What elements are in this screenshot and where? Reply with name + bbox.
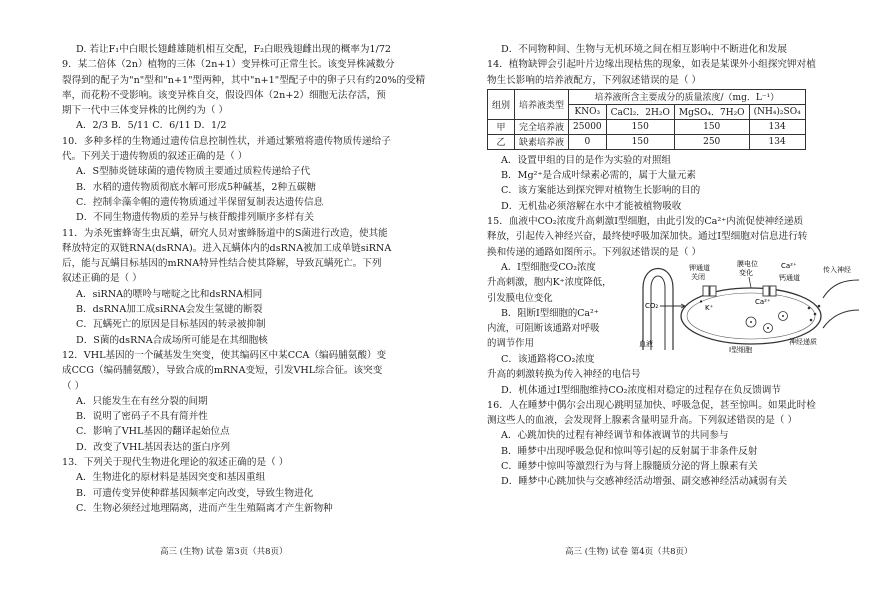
figure-side-text: A．Ⅰ型细胞受CO₂浓度 — [501, 261, 596, 273]
table-header-concentration: 培养液所含主要成分的质量浓度/（mg．L⁻¹） — [569, 89, 806, 104]
question15-options-ab — [487, 260, 635, 352]
right-top-text — [487, 42, 856, 88]
answer-option: B．Mg²⁺是合成叶绿素必需的，属于大量元素 — [501, 170, 697, 182]
table-header-kno3: KNO₃ — [569, 104, 607, 119]
answer-option: D．睡梦中心跳加快与交感神经活动增强、副交感神经活动减弱有关 — [501, 476, 787, 488]
answer-option: D．机体通过Ⅰ型细胞维持CO₂浓度相对稳定的过程存在负反馈调节 — [501, 384, 781, 396]
question-line: 后，能与瓦螨目标基因的mRNA特异性结合使其降解，导致瓦螨死亡。下列 — [62, 258, 382, 270]
blood-label: 血液 — [639, 339, 653, 348]
figure-side-text: 内流，可阻断该通路对呼吸 — [487, 323, 600, 335]
answer-option: D．不同生物遗传物质的差异与核苷酸排列顺序多样有关 — [76, 212, 314, 224]
answer-option: B．睡梦中出现呼吸急促和惊叫等引起的反射属于非条件反射 — [501, 445, 758, 457]
answer-option: C．该方案能达到探究钾对植物生长影响的目的 — [501, 185, 701, 197]
question-line: 物生长影响的培养液配方，下列叙述错误的是（ ） — [487, 74, 702, 86]
answer-option: A．设置甲组的目的是作为实验的对照组 — [501, 154, 672, 166]
blood-vessel-inner — [651, 276, 665, 350]
table-row — [488, 134, 806, 149]
potassium-channel-icon — [703, 286, 709, 296]
figure-side-text: 的调节作用 — [487, 338, 534, 350]
type1-cell-diagram — [633, 258, 861, 354]
afferent-nerve-outline — [823, 280, 859, 328]
figure-side-text: 引发膜电位变化 — [487, 292, 553, 304]
k-ion-label: K⁺ — [705, 303, 714, 312]
answer-option: A．S型肺炎链球菌的遗传物质主要通过质粒传递给子代 — [76, 166, 311, 178]
answer-option: A．心跳加快的过程有神经调节和体液调节的共同参与 — [501, 430, 729, 442]
answer-option: A．siRNA的嘌呤与嘧啶之比和dsRNA相同 — [76, 288, 263, 300]
calcium-channel-icon — [763, 286, 769, 296]
right-mid-text — [487, 153, 856, 260]
question-line: 成CCG（编码脯氨酸），导致合成的mRNA变短，引发VHL综合征。该突变 — [62, 365, 383, 377]
table-header-cacl2: CaCl₂．2H₂O — [606, 104, 674, 119]
left-page-footer: 高三 (生物) 试卷 第3页（共8页） — [160, 547, 288, 557]
question-line: 裂得到的配子为"n"型和"n+1"型两种，其中"n+1"型配子中的卵子只有约20%的受精 — [62, 74, 425, 86]
table-header-type: 培养液类型 — [515, 89, 569, 119]
question-line: 率，而花粉不受影响。该变异株自交，假设四体（2n+2）细胞无法存活，预 — [62, 89, 386, 101]
answer-option: C．影响了VHL基因的翻译起始位点 — [76, 426, 230, 438]
question-line: 测这些人的血液，会发现肾上腺素含量明显升高。下列叙述错误的是（ ） — [487, 415, 798, 427]
table-cell: 150 — [606, 119, 674, 134]
right-bottom-text — [487, 352, 856, 490]
table-cell: 134 — [749, 134, 805, 149]
table-header-group: 组别 — [488, 89, 515, 119]
membrane-change-label: 变化 — [739, 268, 753, 277]
ca-ion-outside-label: Ca²⁺ — [781, 261, 797, 270]
table-header-mgso4: MgSO₄．7H₂O — [674, 104, 749, 119]
question-line: 叙述正确的是（ ） — [62, 273, 142, 285]
question-line: 12．VHL基因的一个碱基发生突变，使其编码区中某CCA（编码脯氨酸）变 — [62, 349, 387, 361]
answer-option: B．dsRNA加工成siRNA会发生氢键的断裂 — [76, 304, 263, 316]
answer-option: B．说明了密码子不具有简并性 — [76, 411, 208, 423]
type1-cell-label: Ⅰ型细胞 — [729, 345, 753, 354]
table-cell: 完全培养液 — [515, 119, 569, 134]
nutrient-table — [487, 89, 806, 150]
table-cell: 0 — [569, 134, 607, 149]
table-cell: 134 — [749, 119, 805, 134]
answer-option: B．可遗传变异使种群基因频率定向改变，导致生物进化 — [76, 487, 314, 499]
question-line: 11．为杀死蜜蜂寄生虫瓦螨，研究人员对蜜蜂肠道中的S菌进行改造，使其能 — [62, 227, 388, 239]
neurotransmitter-label: 神经递质 — [789, 337, 817, 346]
table-row — [488, 119, 806, 134]
table-cell: 缺素培养液 — [515, 134, 569, 149]
table-cell: 乙 — [488, 134, 515, 149]
question15-figure-block — [487, 260, 856, 352]
table-cell: 甲 — [488, 119, 515, 134]
answer-option: C．生物必须经过地理隔离，进而产生生殖隔离才产生新物种 — [76, 502, 333, 514]
answer-option: D．S菌的dsRNA合成场所可能是在其细胞核 — [76, 334, 268, 346]
answer-option: D．无机盐必须溶解在水中才能被植物吸收 — [501, 200, 682, 212]
table-cell: 25000 — [569, 119, 607, 134]
answer-option: A．只能发生在有丝分裂的间期 — [76, 395, 208, 407]
type1-cell-body — [681, 288, 821, 344]
right-page-footer: 高三 (生物) 试卷 第4页（共8页） — [565, 547, 693, 557]
question-line: 升高的刺激转换为传入神经的电信号 — [487, 369, 641, 381]
question-line: 代。下列关于遗传物质的叙述正确的是（ ） — [62, 151, 248, 163]
answer-option: D．不同物种间、生物与无机环境之间在相互影响中不断进化和发展 — [501, 44, 787, 55]
table-cell: 250 — [674, 134, 749, 149]
table-header-nh4so4: (NH₄)₂SO₄ — [749, 104, 805, 119]
ca-ion-inside-label: Ca²⁺ — [755, 297, 771, 306]
answer-option: C．该通路将CO₂浓度 — [501, 353, 595, 365]
question-line: 期下一代中三体变异株的比例约为（ ） — [62, 105, 229, 117]
co2-label: CO₂ — [645, 301, 659, 310]
question-line: 14．植物缺钾会引起叶片边缘出现枯焦的现象，如表是某课外小组探究钾对植 — [487, 59, 816, 71]
right-page — [435, 0, 870, 615]
table-cell: 150 — [674, 119, 749, 134]
answer-option: A．生物进化的原材料是基因突变和基因重组 — [76, 472, 266, 484]
membrane-potential-label: 膜电位 — [737, 259, 758, 268]
figure-side-text: B．阻断Ⅰ型细胞的Ca²⁺ — [501, 307, 599, 319]
question-line: 15．血液中CO₂浓度升高刺激Ⅰ型细胞，由此引发的Ca²⁺内流促使神经递质 — [487, 216, 804, 228]
ca-channel-label: 钙通道 — [779, 273, 800, 282]
table-cell: 150 — [606, 134, 674, 149]
question-line: 换和传递的通路如图所示。下列叙述错误的是（ ） — [487, 246, 702, 258]
answer-option: C．瓦螨死亡的原因是目标基因的转录被抑制 — [76, 319, 266, 331]
left-question-text — [62, 42, 425, 516]
k-ion-dots: • — [699, 297, 704, 306]
question-line: 10．多种多样的生物通过遗传信息控制性状，并通过繁殖将遗传物质传递给子 — [62, 135, 391, 147]
answer-option: A．2/3 B．5/11 C．6/11 D．1/2 — [76, 120, 227, 132]
answer-option: C．睡梦中惊叫等激烈行为与肾上腺髓质分泌的肾上腺素有关 — [501, 461, 758, 473]
answer-option: B．水稻的遗传物质彻底水解可形成5种碱基，2种五碳糖 — [76, 181, 316, 193]
k-channel-label: 钾通道 — [689, 263, 710, 272]
question-line: 释放特定的双链RNA(dsRNA)。进入瓦螨体内的dsRNA被加工成单链siRNA — [62, 242, 392, 254]
question-line: 9．某二倍体（2n）植物的三体（2n+1）变异株可正常生长。该变异株减数分 — [62, 59, 395, 71]
question-line: 释放，引起传入神经兴奋，最终使呼吸加深加快。通过Ⅰ型细胞对信息进行转 — [487, 231, 808, 243]
afferent-nerve-label: 传入神经 — [823, 265, 851, 274]
figure-side-text: 升高刺激，胞内K⁺浓度降低， — [487, 277, 612, 289]
answer-option: C．控制伞藻伞帽的遗传物质通过半保留复制表达遗传信息 — [76, 196, 324, 208]
answer-option: D. 若让F₁中白眼长翅雌雄随机相互交配，F₂白眼残翅雌出现的概率为1/72 — [76, 44, 392, 55]
answer-option: D．改变了VHL基因表达的蛋白序列 — [76, 441, 231, 453]
question-line: 13．下列关于现代生物进化理论的叙述正确的是（ ） — [62, 457, 289, 469]
k-channel-closed-label: 关闭 — [691, 272, 705, 281]
question-line: （ ） — [62, 380, 85, 392]
question-line: 16．人在睡梦中偶尔会出现心跳明显加快、呼吸急促，甚至惊叫。如果此时检 — [487, 399, 816, 411]
